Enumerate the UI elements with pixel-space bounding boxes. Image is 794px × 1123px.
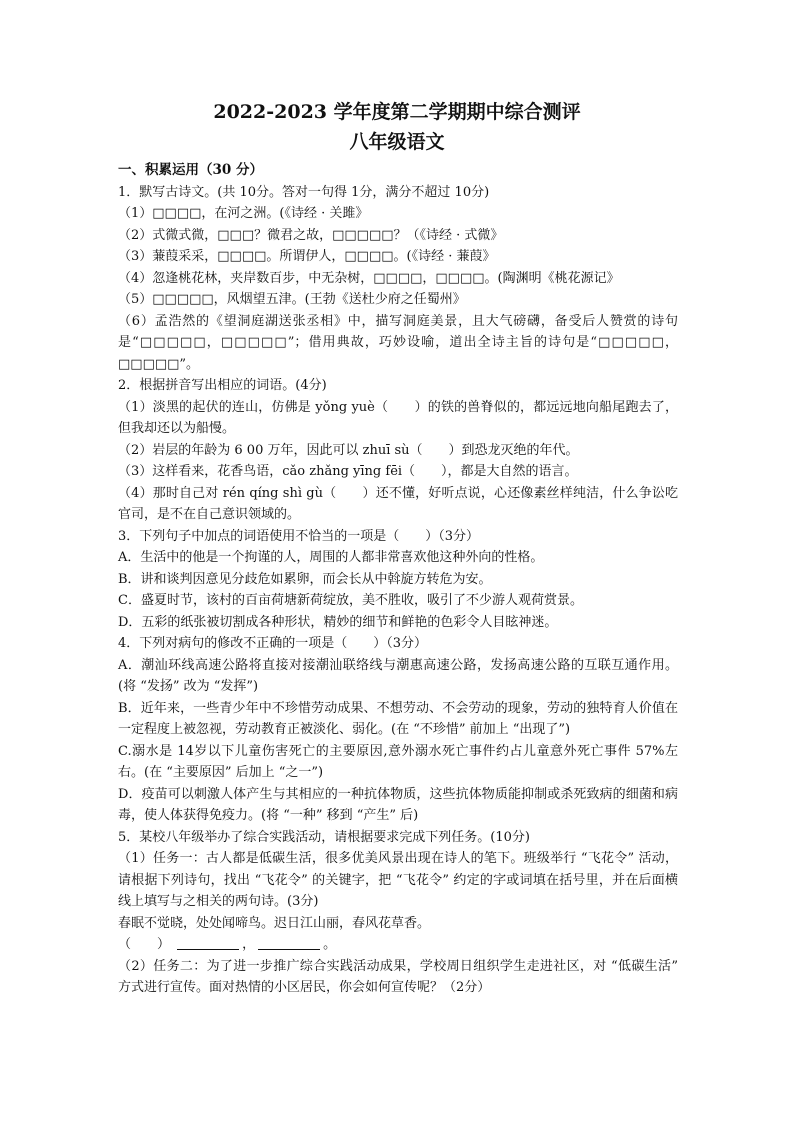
question-3-option: A．生活中的他是一个拘谨的人，周围的人都非常喜欢他这种外向的性格。 [118,550,544,565]
question-2-prompt: 2．根据拼音写出相应的词语。(4分) [118,378,327,393]
question-3-option: B．讲和谈判因意见分歧危如累卵，而会长从中斡旋方转危为安。 [118,571,492,587]
question-5-task-1: （1）任务一：古人都是低碳生活，很多优美风景出现在诗人的笔下。班级举行 “飞花令” 活动，请根据下列诗句，找出 “飞花令” 的关键字，把 “飞花令” 约定的字或词填在括号里，并在后面横线上填写与之相关的两句诗。(3分) [118,851,678,909]
question-5-answer-line [118,934,678,956]
question-4-option: B．近年来，一些青少年中不珍惜劳动成果、不想劳动、不会劳动的现象，劳动的独特育人价值在一定程度上被忽视，劳动教育正被淡化、弱化。(在 “不珍惜” 前加上 “出现了”) [118,700,678,737]
answer-end: 。 [323,937,337,952]
exam-content [118,160,678,999]
question-3-prompt: 3．下列句子中加点的词语使用不恰当的一项是（ ）（3分） [118,528,480,544]
question-4-option: D．疫苗可以刺激人体产生与其相应的一种抗体物质，这些抗体物质能抑制或杀死致病的细菌和病毒，使人体获得免疫力。(将 “一种” 移到 “产生” 后) [118,786,678,823]
answer-paren[interactable]: （ ） [118,937,171,952]
question-4-option: C.溺水是 14岁以下儿童伤害死亡的主要原因,意外溺水死亡事件约占儿童意外死亡事件 57%左右。(在 “主要原因” 后加上 “之一”) [118,743,678,780]
question-2-item: （1）淡黑的起伏的连山，仿佛是 yǒng yuè（ ）的铁的兽脊似的，都远远地向船尾跑去了，但我却还以为船慢。 [118,399,678,436]
question-4-prompt: 4．下列对病句的修改不正确的一项是（ ）（3分） [118,636,428,651]
answer-separator: ， [242,937,256,952]
question-4-option: A．潮汕环线高速公路将直接对接潮汕联络线与潮惠高速公路，发扬高速公路的互联互通作用。(将 “发扬” 改为 “发挥”) [118,657,678,694]
question-1-item: （1）□□□□，在河之洲。(《诗经 · 关雎》 [118,206,369,221]
question-3-option: D．五彩的纸张被切割成各种形状，精妙的细节和鲜艳的色彩令人目眩神迷。 [118,614,558,630]
question-3-option: C．盛夏时节，该村的百亩荷塘新荷绽放，美不胜收，吸引了不少游人观荷赏景。 [118,593,583,608]
question-1-item: （4）忽逢桃花林，夹岸数百步，中无杂树，□□□□，□□□□。(陶渊明《桃花源记》 [118,270,620,286]
question-5-task-2: （2）任务二：为了进一步推广综合实践活动成果，学校周日组织学生走进社区，对 “低碳生活” 方式进行宣传。面对热情的小区居民，你会如何宣传呢？（2分） [118,958,678,995]
question-2-item: （4）那时自己对 rén qíng shì gù（ ）还不懂，好听点说，心还像素丝样纯洁，什么争讼吃官司，是不在自己意识领域的。 [118,485,678,522]
question-5-poem: 春眠不觉晓，处处闻啼鸟。迟日江山丽，春风花草香。 [118,915,431,931]
question-1-prompt: 1．默写古诗文。(共 10分。答对一句得 1分，满分不超过 10分) [118,184,490,200]
question-5-prompt: 5．某校八年级举办了综合实践活动，请根据要求完成下列任务。(10分) [118,829,530,845]
question-1-item: （5）□□□□□，风烟望五津。(王勃《送杜少府之任蜀州》 [118,292,466,307]
page-title: 2022-2023 学年度第二学期期中综合测评 [213,101,581,123]
question-1-item: （2）式微式微，□□□？微君之故，□□□□□？（《诗经 · 式微》 [118,227,504,243]
answer-blank-2[interactable] [258,936,320,950]
question-1-item: （3）蒹葭采采，□□□□。所谓伊人，□□□□。(《诗经 · 蒹葭》 [118,249,496,264]
question-2-item: （3）这样看来，花香鸟语，cǎo zhǎng yīng fēi（ ），都是大自然的语言。 [118,464,578,479]
question-1-item: （6）孟浩然的《望洞庭湖送张丞相》中，描写洞庭美景，且大气磅礴，备受后人赞赏的诗句是“□□□□□，□□□□□”；借用典故，巧妙设喻，道出全诗主旨的诗句是“□□□□□，□□□□□”。 [118,313,678,372]
answer-blank-1[interactable] [177,936,239,950]
page-subtitle: 八年级语文 [349,131,445,153]
section-heading: 一、积累运用（30 分） [118,162,263,178]
question-2-item: （2）岩层的年龄为 6 00 万年，因此可以 zhuī sù（ ）到恐龙灭绝的年代。 [118,442,579,458]
